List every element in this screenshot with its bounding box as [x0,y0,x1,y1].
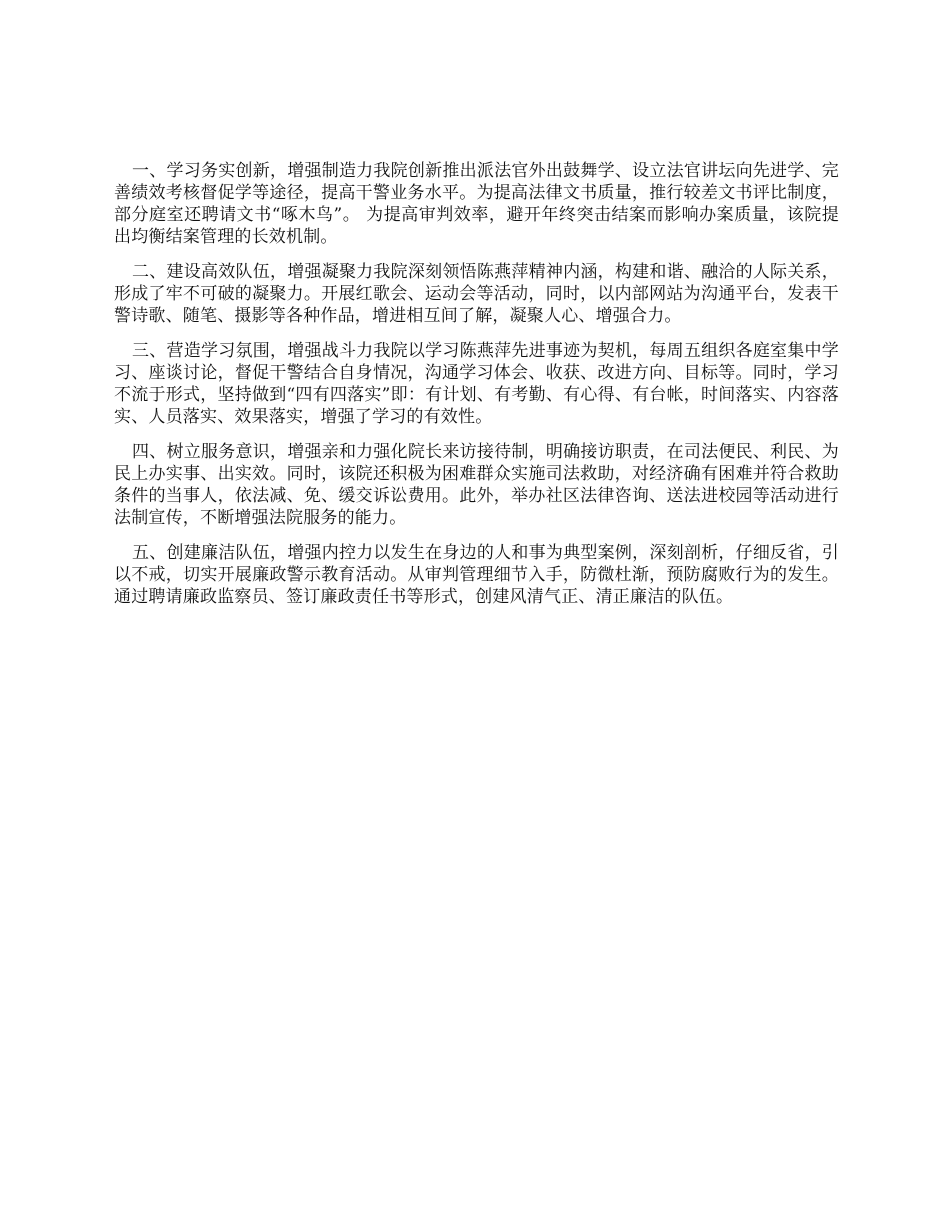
paragraph-3: 三、营造学习氛围，增强战斗力我院以学习陈燕萍先进事迹为契机，每周五组织各庭室集中学习、座谈讨论，督促干警结合自身情况，沟通学习体会、收获、改进方向、目标等。同时，学习不流于形式，坚持做到“四有四落实”即：有计划、有考勤、有心得、有台帐，时间落实、内容落实、人员落实、效果落实，增强了学习的有效性。 [114,341,839,427]
paragraph-4: 四、树立服务意识，增强亲和力强化院长来访接待制，明确接访职责，在司法便民、利民、为民上办实事、出实效。同时，该院还积极为困难群众实施司法救助，对经济确有困难并符合救助条件的当事人，依法减、免、缓交诉讼费用。此外，举办社区法律咨询、送法进校园等活动进行法制宣传，不断增强法院服务的能力。 [114,442,839,528]
paragraph-5: 五、创建廉洁队伍，增强内控力以发生在身边的人和事为典型案例，深刻剖析，仔细反省，引以不戒，切实开展廉政警示教育活动。从审判管理细节入手，防微杜渐，预防腐败行为的发生。通过聘请廉政监察员、签订廉政责任书等形式，创建风清气正、清正廉洁的队伍。 [114,543,839,607]
paragraph-2: 二、建设高效队伍，增强凝聚力我院深刻领悟陈燕萍精神内涵，构建和谐、融洽的人际关系，形成了牢不可破的凝聚力。开展红歌会、运动会等活动，同时，以内部网站为沟通平台，发表干警诗歌、随笔、摄影等各种作品，增进相互间了解，凝聚人心、增强合力。 [114,262,839,326]
document-body [114,160,839,621]
paragraph-1: 一、学习务实创新，增强制造力我院创新推出派法官外出鼓舞学、设立法官讲坛向先进学、完善绩效考核督促学等途径，提高干警业务水平。为提高法律文书质量，推行较差文书评比制度，部分庭室还聘请文书“啄木鸟”。 为提高审判效率，避开年终突击结案而影响办案质量，该院提出均衡结案管理的长效机制。 [114,161,839,247]
